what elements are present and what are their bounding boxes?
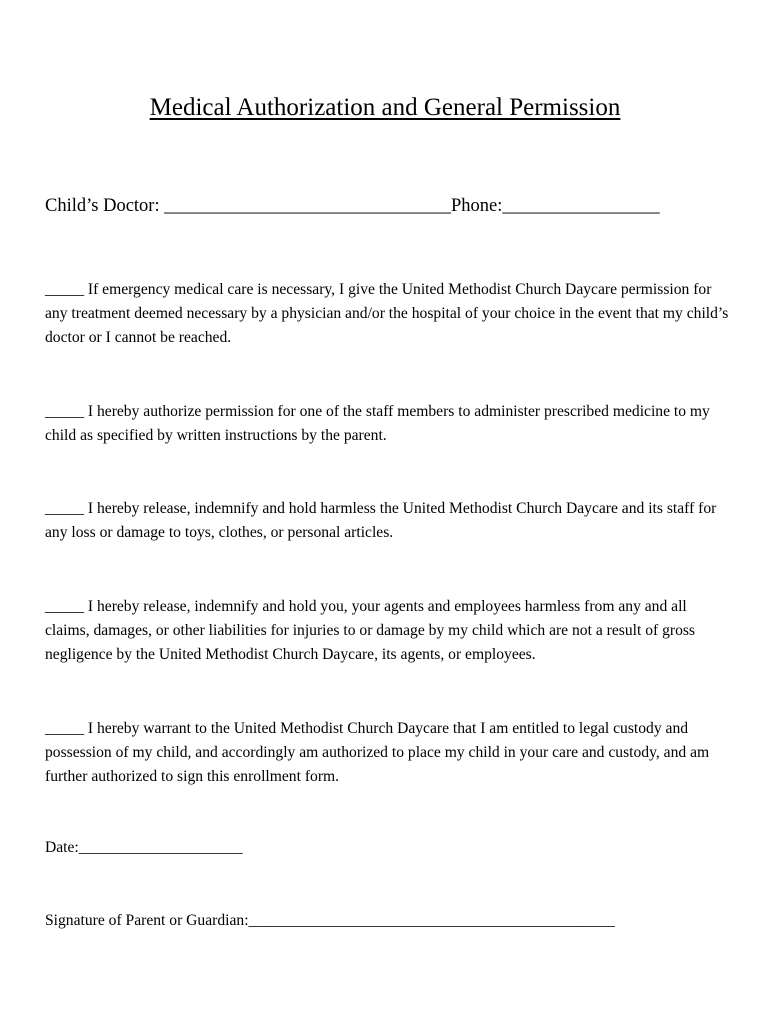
custody-warrant-paragraph: _____ I hereby warrant to the United Methodist Church Daycare that I am entitled to legal custody and possession of my child, and accordingly am authorized to place my child in your care and custody, and am further authorized to sign this enrollment form. [45,720,710,785]
date-field[interactable]: Date:_____________________ [45,839,243,856]
emergency-care-permission-paragraph: _____ If emergency medical care is necessary, I give the United Methodist Church Daycare permission for any treatment deemed necessary by a physician and/or the hospital of your choice in the event that my child’s doctor or I cannot be reached. [45,281,729,346]
liability-release-paragraph: _____ I hereby release, indemnify and hold you, your agents and employees harmless from any and all claims, damages, or other liabilities for injuries to or damage by my child which are not a result of gross negligence by the United Methodist Church Daycare, its agents, or employees. [45,598,696,663]
document-title: Medical Authorization and General Permission [149,94,621,121]
medicine-authorization-paragraph: _____ I hereby authorize permission for one of the staff members to administer prescribed medicine to my child as specified by written instructions by the parent. [45,403,710,444]
childs-doctor-phone-field[interactable]: Child’s Doctor: _______________________________Phone:_________________ [45,196,660,216]
property-release-paragraph: _____ I hereby release, indemnify and hold harmless the United Methodist Church Daycare and its staff for any loss or damage to toys, clothes, or personal articles. [45,500,717,541]
signature-field[interactable]: Signature of Parent or Guardian:_______________________________________________ [45,912,615,929]
